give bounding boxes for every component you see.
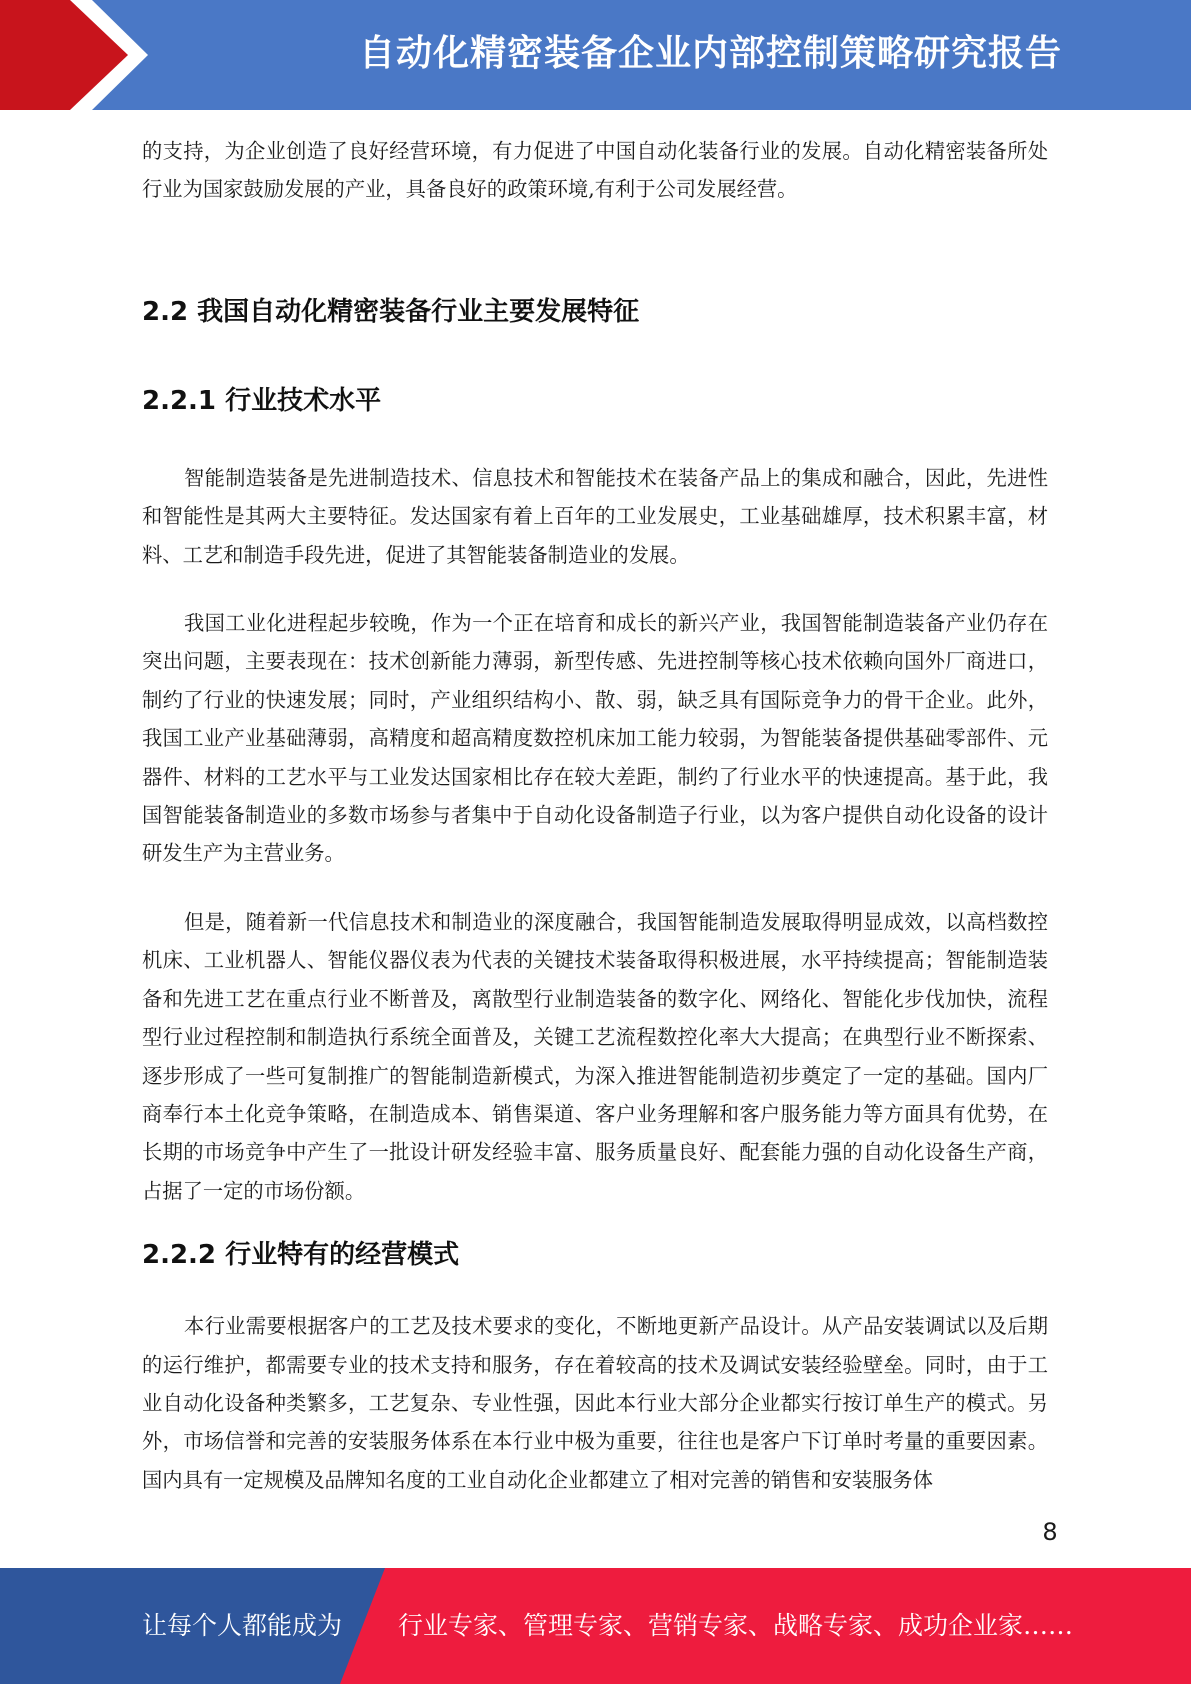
page-number: 8 xyxy=(1042,1518,1058,1546)
report-title: 自动化精密装备企业内部控制策略研究报告 xyxy=(358,33,1062,74)
footer-slogan-right: 行业专家、管理专家、营销专家、战略专家、成功企业家…… xyxy=(398,1611,1074,1640)
intro-paragraph: 的支持，为企业创造了良好经营环境，有力促进了中国自动化装备行业的发展。自动化精密装备所处行业为国家鼓励发展的产业，具备良好的政策环境,有利于公司发展经营。 xyxy=(142,139,1048,202)
paragraph-tech-1: 智能制造装备是先进制造技术、信息技术和智能技术在装备产品上的集成和融合，因此，先进性和智能性是其两大主要特征。发达国家有着上百年的工业发展史，工业基础雄厚，技术积累丰富，材料、工艺和制造手段先进，促进了其智能装备制造业的发展。 xyxy=(142,465,1048,567)
page-footer xyxy=(0,1568,1191,1684)
section-heading-2-2-1: 2.2.1 行业技术水平 xyxy=(142,385,382,416)
section-heading-2-2-2: 2.2.2 行业特有的经营模式 xyxy=(142,1240,460,1271)
paragraph-business-model: 本行业需要根据客户的工艺及技术要求的变化，不断地更新产品设计。从产品安装调试以及后期的运行维护，都需要专业的技术支持和服务，存在着较高的技术及调试安装经验壁垒。同时，由于工业自动化设备种类繁多，工艺复杂、专业性强，因此本行业大部分企业都实行按订单生产的模式。另外，市场信誉和完善的安装服务体系在本行业中极为重要，往往也是客户下订单时考量的重要因素。国内具有一定规模及品牌知名度的工业自动化企业都建立了相对完善的销售和安装服务体 xyxy=(142,1314,1048,1492)
footer-slogan-left: 让每个人都能成为 xyxy=(142,1611,343,1640)
page-header xyxy=(0,0,1191,110)
paragraph-tech-3: 但是，随着新一代信息技术和制造业的深度融合，我国智能制造发展取得明显成效，以高档数控机床、工业机器人、智能仪器仪表为代表的关键技术装备取得积极进展，水平持续提高；智能制造装备和先进工艺在重点行业不断普及，离散型行业制造装备的数字化、网络化、智能化步伐加快，流程型行业过程控制和制造执行系统全面普及，关键工艺流程数控化率大大提高；在典型行业不断探索、逐步形成了一些可复制推广的智能制造新模式，为深入推进智能制造初步奠定了一定的基础。国内厂商奉行本土化竞争策略，在制造成本、销售渠道、客户业务理解和客户服务能力等方面具有优势，在长期的市场竞争中产生了一批设计研发经验丰富、服务质量良好、配套能力强的自动化设备生产商，占据了一定的市场份额。 xyxy=(142,909,1048,1203)
section-heading-2-2: 2.2 我国自动化精密装备行业主要发展特征 xyxy=(142,296,640,327)
page-content xyxy=(142,132,1048,1499)
paragraph-tech-2: 我国工业化进程起步较晚，作为一个正在培育和成长的新兴产业，我国智能制造装备产业仍存在突出问题，主要表现在：技术创新能力薄弱，新型传感、先进控制等核心技术依赖向国外厂商进口，制约了行业的快速发展；同时，产业组织结构小、散、弱，缺乏具有国际竞争力的骨干企业。此外，我国工业产业基础薄弱，高精度和超高精度数控机床加工能力较弱，为智能装备提供基础零部件、元器件、材料的工艺水平与工业发达国家相比存在较大差距，制约了行业水平的快速提高。基于此，我国智能装备制造业的多数市场参与者集中于自动化设备制造子行业，以为客户提供自动化设备的设计研发生产为主营业务。 xyxy=(142,611,1048,866)
